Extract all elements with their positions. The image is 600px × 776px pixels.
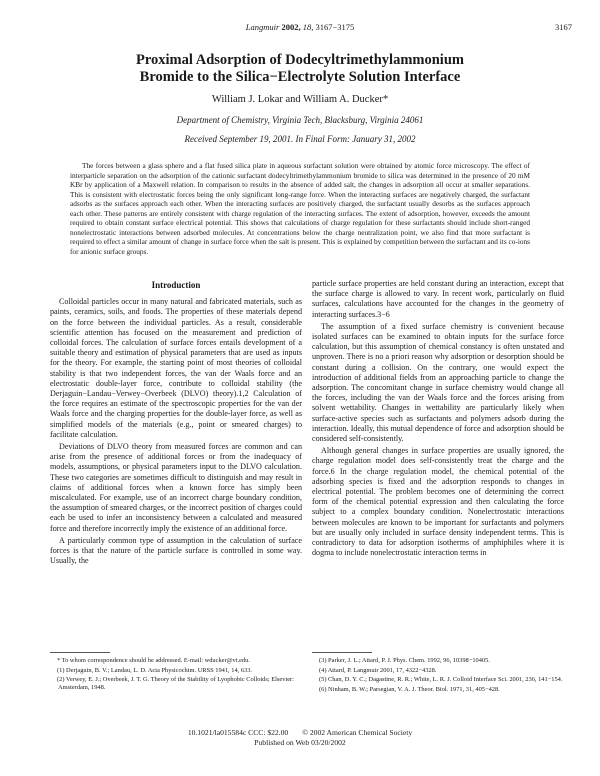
journal-pages: 3167−3175 (315, 22, 355, 32)
left-column (50, 276, 302, 566)
journal-year: 2002, (281, 22, 301, 32)
paragraph: The assumption of a fixed surface chemistry is convenient because isolated surfaces can be examined to obtain inputs for the surface force calculation, but this assumption of chemical constancy is often unstated and unproven. There is no a priori reason why adsorption or desorption should be constant during a collision. On the contrary, one would expect the introduction of additional fields from an approaching particle to change the adsorption. The concomitant change in surface chemistry would change all the forces, including the van der Waals force and the forces arising from solvent wettability. Changes in wettability are particularly likely when surface-active species such as surfactants and polymers adsorb during the interaction. Ideally, this mutual dependence of force and adsorption should be considered self-consistently. (312, 321, 564, 444)
right-column (312, 279, 564, 558)
author-list: William J. Lokar and William A. Ducker* (211, 94, 389, 105)
paragraph: Deviations of DLVO theory from measured forces are common and can arise from the presence of additional forces or from the inadequacy of models, assumptions, or physical parameters input to the DLVO calculation. These two categories are sometimes difficult to distinguish and may result in claims of additional forces when a known force has simply been miscalculated. For example, use of an incorrect charge boundary condition, the assumption of smeared charges, or the incorrect position of charges could each be used to infer an inconsistency between a calculated and measured force and therefore incorrectly imply the existence of an additional force. (50, 442, 302, 533)
paragraph: Although general changes in surface properties are usually ignored, the charge regulation model does self-consistently treat the charge and the force.6 In the charge regulation model, the chemical potential of the adsorbing species is fixed and the adsorption responds to changes in electrical potential. The problem becomes one of determining the correct form of the chemical potential expression and then calculating the force subject to a complex boundary condition. Nonelectrostatic interactions between molecules are known to be important for surfactants and polymers but are usually only included in surface density independent terms. This is contradictory to data for adsorption isotherms of amphiphiles where it is dogma to include nonelectrostatic interaction terms in (312, 446, 564, 558)
paragraph: A particularly common type of assumption in the calculation of surface forces is that the nature of the particle surface is controlled in some way. Usually, the (50, 535, 302, 566)
paragraph: Colloidal particles occur in many natural and fabricated materials, such as paints, ceramics, soils, and foods. The properties of these materials depend on the force between the individual particles. As a result, considerable scientific attention has focused on the measurement and prediction of colloidal forces. The calculation of surface forces entails development of a suitable theory and estimation of physical parameters that are used as inputs for the theory. For example, the starting point of most theories of colloidal stability is that two independent forces, the van der Waals force and an electrostatic double-layer force, contribute to colloidal stability (the Derjaguin−Landau−Verwey−Overbeek (DLVO) theory).1,2 Calculation of the force requires an estimate of the spectroscopic properties for the van der Waals force and the charging properties for the double-layer force, as well as simplified models of the materials (e.g., point or smeared charges) to facilitate calculation. (50, 297, 302, 439)
title-line-2: Bromide to the Silica−Electrolyte Solution Interface (139, 69, 461, 85)
footnote: (3) Parker, J. L.; Attard, P. J. Phys. Chem. 1992, 96, 10398−10405. (319, 657, 490, 664)
footnote: (1) Derjaguin, B. V.; Landau, L. D. Acta Physicochim. URSS 1941, 14, 633. (57, 666, 253, 674)
abstract: The forces between a glass sphere and a flat fused silica plate in aqueous surfactant solution were obtained by atomic force microscopy. The effect of interparticle separation on the adsorption of the cationic surfactant dodecyltrimethylammonium bromide to silica was determined in the presence of 20 mM KBr by application of a Maxwell relation. In comparison to results in the absence of added salt, the changes in adsorption all occur at smaller separations. This is consistent with electrostatic forces being the only significant long-range force. When the interacting surfaces are negatively charged, the surfactant adsorbs as the surfaces approach each other. When the interacting surfaces are positively charged, the surfactant usually desorbs as the surfaces approach each other. These patterns are entirely consistent with charge regulation of the interacting surfaces. The extent of adsorption, however, exceeds the amount required to obtain constant surface electrical potential. This shows that calculations of charge regulation for these surfactants should include short-ranged nonelectrostatic interactions between adsorbed molecules. At concentrations below the charge neutralization point, we also find that more surfactant is required to effect a similar amount of change in surface force when the salt is present. This is explained by competition between the surfactant and its co-ions for anionic surface groups. (70, 161, 530, 256)
intro-heading: Introduction (151, 280, 201, 290)
journal-volume: 18, (302, 22, 314, 32)
footer-doi-line (0, 728, 600, 738)
footnotes-left (50, 657, 302, 694)
footnote: * To whom correspondence should be addressed. E-mail: wducker@vt.edu. (57, 657, 250, 664)
footnote-rule (50, 652, 110, 653)
footnote: (5) Chan, D. Y. C.; Dagastine, R. R.; White, L. R. J. Colloid Interface Sci. 2001, 236, 141−154. (319, 676, 563, 683)
footnote-rule (312, 652, 372, 653)
footnote: (2) Verwey, E. J.; Overbeek, J. T. G. Theory of the Stability of Lyophobic Colloids; Elsevier: Amsterdam, 1948. (57, 676, 294, 691)
footnote: (4) Attard, P. Langmuir 2001, 17, 4322−4328. (319, 666, 437, 674)
article-title (40, 52, 560, 86)
published-date: Published on Web 03/20/2002 (254, 738, 346, 747)
page-number: 3167 (555, 22, 572, 32)
paragraph: particle surface properties are held constant during an interaction, except that the surface charge is allowed to vary. In recent work, particularly on fluid surfaces, calculations have accounted for the changes in the geometry of interacting surfaces.3−6 (312, 279, 564, 319)
citation-line (215, 22, 385, 32)
copyright: © 2002 American Chemical Society (302, 728, 413, 737)
journal-name: Langmuir (245, 22, 280, 32)
title-line-1: Proximal Adsorption of Dodecyltrimethylammonium (136, 52, 464, 68)
received-dates: Received September 19, 2001. In Final Form: January 31, 2002 (184, 134, 416, 144)
affiliation: Department of Chemistry, Virginia Tech, Blacksburg, Virginia 24061 (176, 115, 424, 125)
doi: 10.1021/la015584c CCC: $22.00 (187, 728, 289, 737)
footnotes-right (312, 657, 564, 695)
footnote: (6) Ninham, B. W.; Parsegian, V. A. J. Theor. Biol. 1971, 31, 405−428. (319, 685, 500, 693)
